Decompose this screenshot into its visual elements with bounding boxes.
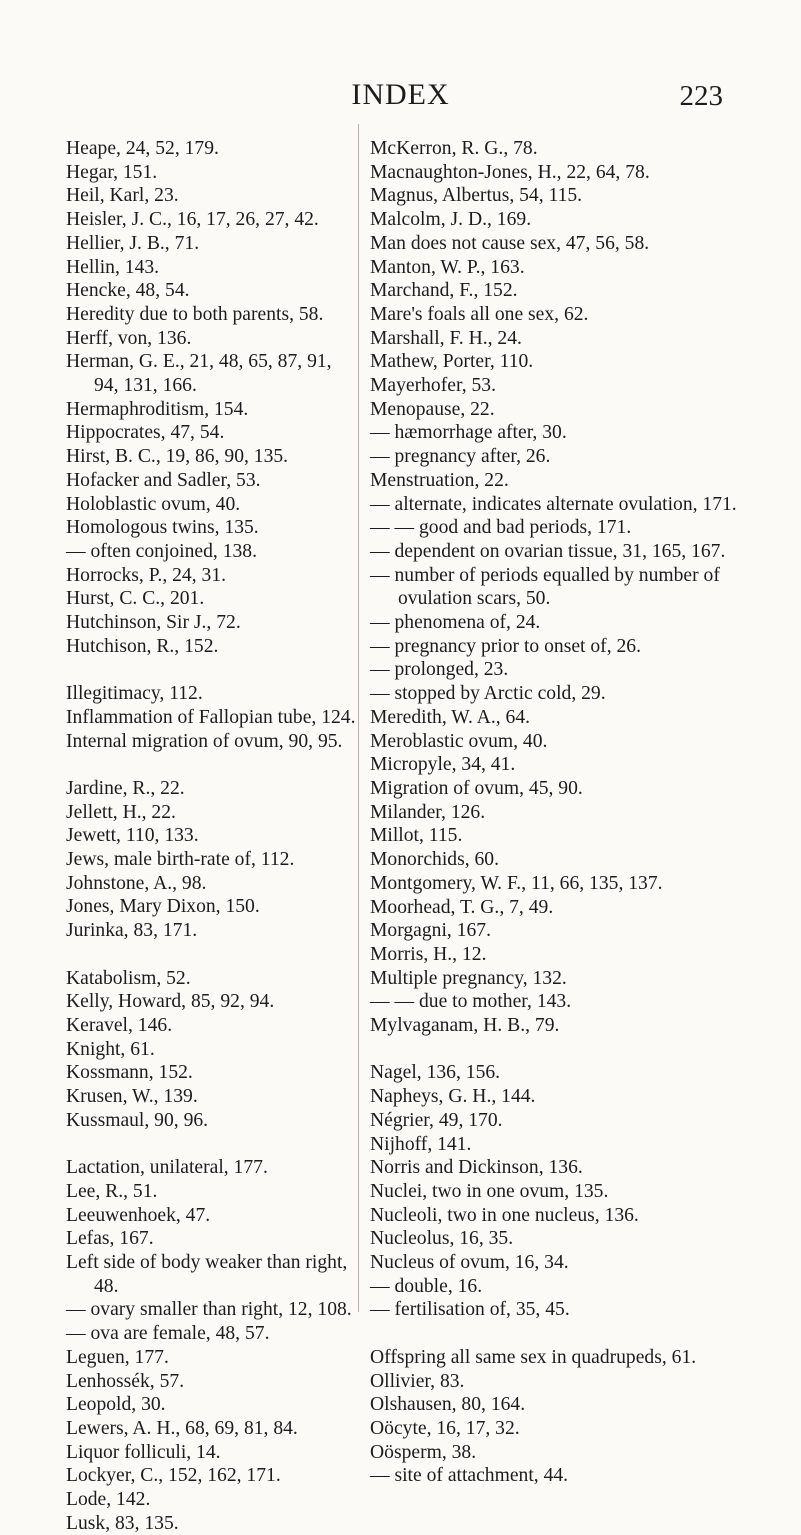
index-entry: — pregnancy prior to onset of, 26. [370, 635, 641, 657]
index-entry: Macnaughton-Jones, H., 22, 64, 78. [370, 161, 650, 183]
index-entry: Lactation, unilateral, 177. [66, 1157, 268, 1179]
index-entry: Herman, G. E., 21, 48, 65, 87, 91, 94, 131, 166. [66, 351, 332, 397]
index-entry: Morgagni, 167. [370, 920, 492, 942]
index-entry: Oösperm, 38. [370, 1441, 477, 1463]
index-entry: Milander, 126. [370, 801, 486, 823]
index-entry: Johnstone, A., 98. [66, 872, 207, 894]
index-entry: Nagel, 136, 156. [370, 1062, 501, 1084]
index-entry: Hellin, 143. [66, 256, 160, 278]
page-title: INDEX [351, 78, 450, 111]
index-entry: Lewers, A. H., 68, 69, 81, 84. [66, 1417, 298, 1439]
index-entry: — — good and bad periods, 171. [370, 517, 632, 539]
index-entry: Horrocks, P., 24, 31. [66, 564, 227, 586]
index-entry: — prolonged, 23. [370, 659, 509, 681]
index-entry: Multiple pregnancy, 132. [370, 967, 567, 989]
index-entry: Jewett, 110, 133. [66, 825, 199, 847]
index-entry: Marchand, F., 152. [370, 280, 518, 302]
index-entry: Jurinka, 83, 171. [66, 920, 198, 942]
index-entry: Katabolism, 52. [66, 967, 191, 989]
index-entry: Mayerhofer, 53. [370, 375, 496, 397]
index-entry: Nuclei, two in one ovum, 135. [370, 1180, 609, 1202]
index-entry: Hurst, C. C., 201. [66, 588, 205, 610]
index-entry: Hegar, 151. [66, 161, 158, 183]
index-entry: Mathew, Porter, 110. [370, 351, 534, 373]
index-entry: Hofacker and Sadler, 53. [66, 469, 261, 491]
index-entry: Lode, 142. [66, 1489, 151, 1511]
index-entry: — — due to mother, 143. [370, 991, 572, 1013]
letter-group-gap [66, 1132, 356, 1156]
index-entry: Heil, Karl, 23. [66, 185, 179, 207]
index-entry: Nijhoff, 141. [370, 1133, 472, 1155]
index-entry: Leeuwenhoek, 47. [66, 1204, 211, 1226]
index-entry: Mare's foals all one sex, 62. [370, 303, 589, 325]
index-entry: Keravel, 146. [66, 1014, 173, 1036]
index-entry: Manton, W. P., 163. [370, 256, 525, 278]
index-entry: — site of attachment, 44. [370, 1465, 569, 1487]
index-entry: Hermaphroditism, 154. [66, 398, 249, 420]
index-entry: Hutchison, R., 152. [66, 635, 219, 657]
left-index-column [66, 137, 356, 1535]
page-number: 223 [679, 80, 723, 112]
index-entry: Jellett, H., 22. [66, 801, 176, 823]
index-entry: Heape, 24, 52, 179. [66, 138, 219, 159]
index-entry: Meredith, W. A., 64. [370, 706, 531, 728]
index-entry: — pregnancy after, 26. [370, 446, 551, 468]
index-entry: — alternate, indicates alternate ovulation, 171. [370, 493, 737, 515]
index-entry: Migration of ovum, 45, 90. [370, 777, 583, 799]
index-entry: McKerron, R. G., 78. [370, 138, 538, 159]
index-entry: — stopped by Arctic cold, 29. [370, 683, 606, 705]
index-entry: — ova are female, 48, 57. [66, 1323, 270, 1345]
index-entry: Illegitimacy, 112. [66, 683, 203, 705]
page-header [0, 78, 801, 118]
index-entry: Millot, 115. [370, 825, 463, 847]
index-entry: Hirst, B. C., 19, 86, 90, 135. [66, 446, 289, 468]
index-entry: Lockyer, C., 152, 162, 171. [66, 1465, 281, 1487]
index-entry: Menopause, 22. [370, 398, 495, 420]
index-entry: Heisler, J. C., 16, 17, 26, 27, 42. [66, 209, 319, 231]
index-entry: Nucleoli, two in one nucleus, 136. [370, 1204, 639, 1226]
index-entry: Négrier, 49, 170. [370, 1109, 503, 1131]
index-entry: Leguen, 177. [66, 1346, 169, 1368]
index-entry: — ovary smaller than right, 12, 108. [66, 1299, 352, 1321]
index-entry: Marshall, F. H., 24. [370, 327, 522, 349]
index-entry: Liquor folliculi, 14. [66, 1441, 221, 1463]
index-entry: Offspring all same sex in quadrupeds, 61. [370, 1346, 697, 1368]
letter-group-gap [66, 658, 356, 682]
letter-group-gap [370, 1322, 755, 1346]
index-entry: Holoblastic ovum, 40. [66, 493, 241, 515]
index-entry: Man does not cause sex, 47, 56, 58. [370, 232, 650, 254]
index-entry: Meroblastic ovum, 40. [370, 730, 548, 752]
index-entry: Knight, 61. [66, 1038, 155, 1060]
index-entry: — fertilisation of, 35, 45. [370, 1299, 570, 1321]
index-entry: Jews, male birth-rate of, 112. [66, 849, 295, 871]
index-entry: Internal migration of ovum, 90, 95. [66, 730, 343, 752]
index-entry: Krusen, W., 139. [66, 1086, 198, 1108]
index-entry: Kelly, Howard, 85, 92, 94. [66, 991, 275, 1013]
index-entry: Nucleus of ovum, 16, 34. [370, 1252, 569, 1274]
index-entry: — number of periods equalled by number of ovulation scars, 50. [370, 564, 720, 610]
index-entry: Lee, R., 51. [66, 1180, 158, 1202]
index-entry: Kussmaul, 90, 96. [66, 1109, 209, 1131]
right-index-column [370, 137, 755, 1488]
index-entry: — often conjoined, 138. [66, 540, 258, 562]
index-entry: — dependent on ovarian tissue, 31, 165, 167. [370, 540, 726, 562]
letter-group-gap [66, 943, 356, 967]
index-entry: Lenhossék, 57. [66, 1370, 185, 1392]
index-entry: Olshausen, 80, 164. [370, 1394, 526, 1416]
index-entry: Oöcyte, 16, 17, 32. [370, 1417, 520, 1439]
index-entry: Nucleolus, 16, 35. [370, 1228, 514, 1250]
index-entry: Monorchids, 60. [370, 849, 499, 871]
index-entry: Morris, H., 12. [370, 943, 487, 965]
index-entry: Moorhead, T. G., 7, 49. [370, 896, 554, 918]
letter-group-gap [370, 1038, 755, 1062]
index-entry: Inflammation of Fallopian tube, 124. [66, 706, 356, 728]
index-entry: Leopold, 30. [66, 1394, 166, 1416]
index-entry: Hippocrates, 47, 54. [66, 422, 225, 444]
index-entry: Left side of body weaker than right, 48. [66, 1251, 348, 1297]
index-entry: Hellier, J. B., 71. [66, 232, 200, 254]
index-entry: Napheys, G. H., 144. [370, 1086, 536, 1108]
index-entry: Lefas, 167. [66, 1228, 154, 1250]
index-entry: Magnus, Albertus, 54, 115. [370, 185, 583, 207]
index-entry: Lusk, 83, 135. [66, 1512, 179, 1534]
index-entry: Hencke, 48, 54. [66, 280, 190, 302]
index-entry: Malcolm, J. D., 169. [370, 209, 532, 231]
index-entry: Homologous twins, 135. [66, 517, 259, 539]
letter-group-gap [66, 753, 356, 777]
index-entry: Hutchinson, Sir J., 72. [66, 612, 241, 634]
column-divider [358, 124, 359, 1312]
index-entry: Jardine, R., 22. [66, 777, 185, 799]
index-entry: Ollivier, 83. [370, 1370, 465, 1392]
index-entry: — double, 16. [370, 1275, 483, 1297]
index-entry: Herff, von, 136. [66, 327, 192, 349]
index-entry: Micropyle, 34, 41. [370, 754, 516, 776]
index-entry: Kossmann, 152. [66, 1062, 193, 1084]
index-entry: — hæmorrhage after, 30. [370, 422, 567, 444]
index-entry: Heredity due to both parents, 58. [66, 303, 324, 325]
index-entry: Mylvaganam, H. B., 79. [370, 1015, 560, 1037]
index-entry: Jones, Mary Dixon, 150. [66, 896, 260, 918]
index-entry: Norris and Dickinson, 136. [370, 1157, 583, 1179]
index-entry: Montgomery, W. F., 11, 66, 135, 137. [370, 872, 663, 894]
index-entry: — phenomena of, 24. [370, 612, 541, 634]
index-entry: Menstruation, 22. [370, 469, 509, 491]
